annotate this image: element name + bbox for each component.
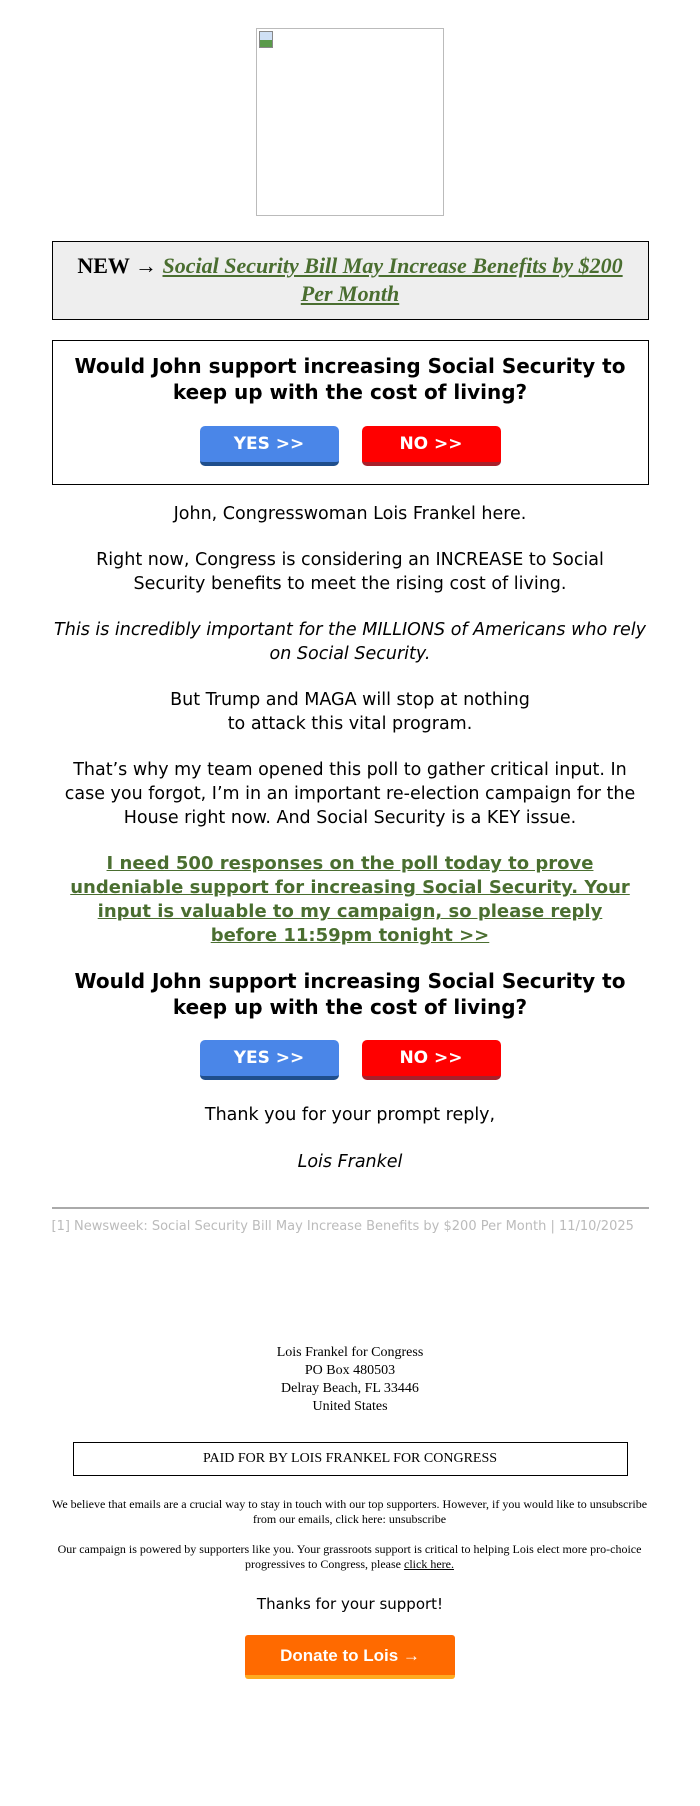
header-image <box>256 28 444 216</box>
paragraph: But Trump and MAGA will stop at nothing to attack this vital program. <box>170 690 530 734</box>
news-banner <box>52 241 649 320</box>
paid-for-disclaimer: PAID FOR BY LOIS FRANKEL FOR CONGRESS <box>73 1442 628 1476</box>
donate-button[interactable]: Donate to Lois → <box>245 1635 455 1679</box>
no-button-2[interactable]: NO >> <box>362 1040 501 1080</box>
yes-button-2[interactable]: YES >> <box>200 1040 339 1080</box>
address <box>52 1344 649 1416</box>
signature: Lois Frankel <box>297 1152 403 1172</box>
broken-image-icon <box>259 31 273 48</box>
address-line: Lois Frankel for Congress <box>276 1345 424 1360</box>
paragraph: Right now, Congress is considering an INCREASE to Social Security benefits to meet the rising cost of living. <box>96 550 604 594</box>
click-here-link[interactable]: click here. <box>404 1557 454 1571</box>
greeting: John, Congresswoman Lois Frankel here. <box>173 504 527 524</box>
cta-link[interactable]: I need 500 responses on the poll today to prove undeniable support for increasing Social Security. Your input is valuable to my campaign, so please reply before 11:59pm tonight >> <box>70 853 630 946</box>
paragraph: This is incredibly important for the MILLIONS of Americans who rely on Social Security. <box>54 620 646 664</box>
divider <box>52 1207 649 1209</box>
unsubscribe-message: We believe that emails are a crucial way to stay in touch with our top supporters. However, if you would like to unsubscribe from our emails, click here: <box>51 1497 648 1526</box>
thanks-support: Thanks for your support! <box>256 1595 444 1613</box>
unsubscribe-link[interactable]: unsubscribe <box>388 1512 447 1526</box>
poll-question-2: Would John support increasing Social Security to keep up with the cost of living? <box>74 969 626 1019</box>
email-body <box>52 28 649 1679</box>
support-text <box>50 1542 650 1572</box>
address-line: Delray Beach, FL 33446 <box>281 1381 419 1396</box>
paragraph: That’s why my team opened this poll to gather critical input. In case you forgot, I’m in an important re-election campaign for the House right now. And Social Security is a KEY issue. <box>64 760 636 828</box>
news-link[interactable]: Social Security Bill May Increase Benefits by $200 Per Month <box>162 253 623 306</box>
closing: Thank you for your prompt reply, <box>204 1105 496 1125</box>
address-line: United States <box>312 1399 388 1414</box>
poll-box <box>52 340 649 485</box>
support-message: Our campaign is powered by supporters like you. Your grassroots support is critical to helping Lois elect more pro-choice progressives to Congress, please <box>57 1542 642 1571</box>
unsubscribe-text <box>50 1497 650 1527</box>
poll-question: Would John support increasing Social Security to keep up with the cost of living? <box>74 354 626 404</box>
address-line: PO Box 480503 <box>304 1363 396 1378</box>
footnote: [1] Newsweek: Social Security Bill May Increase Benefits by $200 Per Month | 11/10/2025 <box>51 1219 634 1234</box>
no-button[interactable]: NO >> <box>362 426 501 466</box>
new-label: NEW → <box>77 253 157 278</box>
yes-button[interactable]: YES >> <box>200 426 339 466</box>
